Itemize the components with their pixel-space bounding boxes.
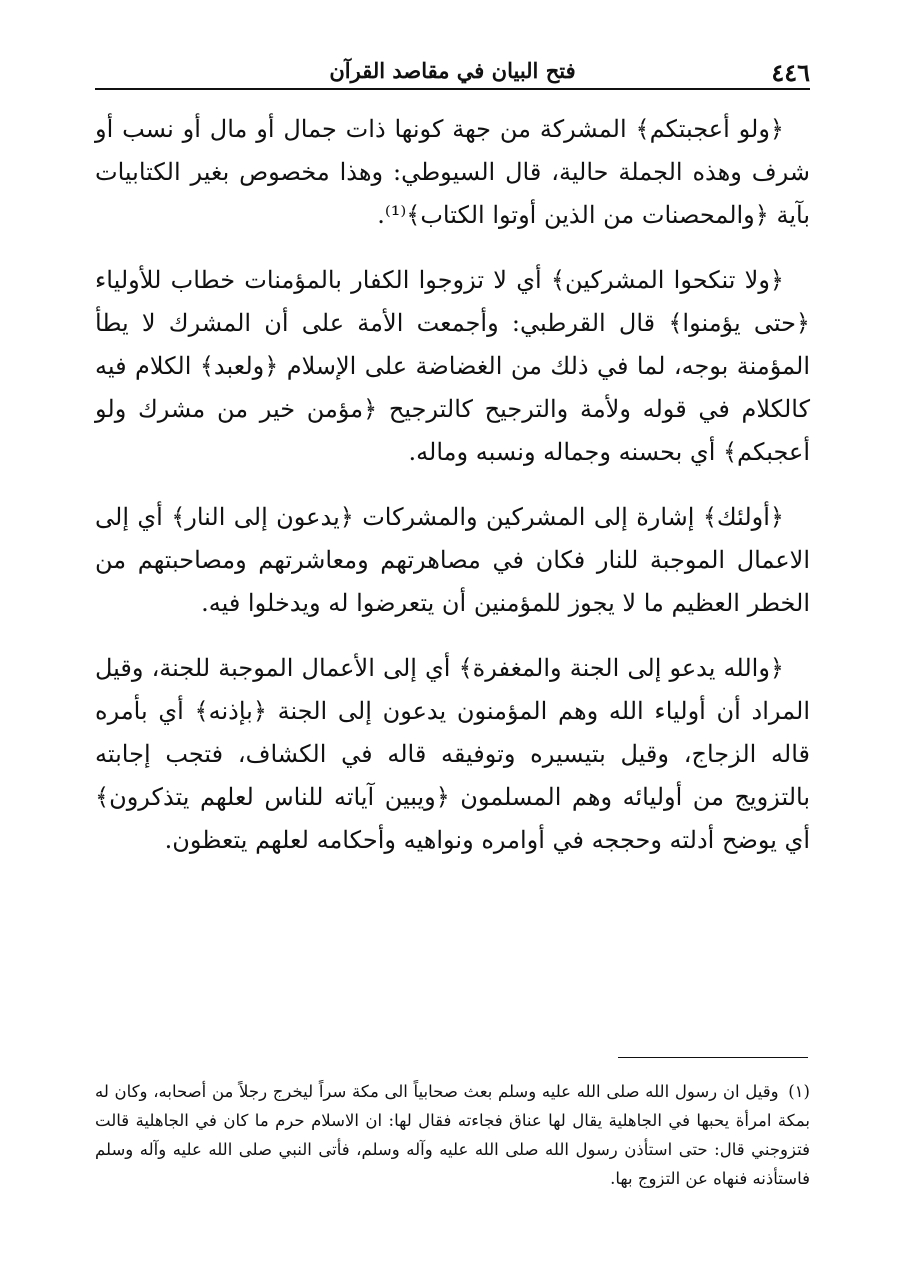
paragraph (95, 108, 810, 237)
footnote-text: وقيل ان رسول الله صلى الله عليه وسلم بعث صحابياً الى مكة سراً ليخرج رجلاً من أصحابه، وكان له بمكة امرأة يحبها في الجاهلية يقال لها عناق فجاءته فقال لها: ان الاسلام حرم ما كان في الجاهلية قالت فتزوجني قال: حتى استأذن رسول الله صلى الله عليه وآله وسلم، فأتى النبي صلى الله عليه وآله وسلم فاستأذنه فنهاه عن التزوج بها. (95, 1082, 810, 1188)
header-rule (95, 88, 810, 90)
running-title: فتح البيان في مقاصد القرآن (329, 58, 576, 83)
paragraph-text: ﴿والله يدعو إلى الجنة والمغفرة﴾ أي إلى الأعمال الموجبة للجنة، وقيل المراد أن أولياء الله وهم المؤمنون يدعون إلى الجنة ﴿بإذنه﴾ أي بأمره قاله الزجاج، وقيل بتيسيره وتوفيقه قاله في الكشاف، فتجب إجابته بالتزويج من أوليائه وهم المسلمون ﴿ويبين آياته للناس لعلهم يتذكرون﴾ أي يوضح أدلته وحججه في أوامره ونواهيه وأحكامه لعلهم يتعظون. (95, 654, 810, 854)
paragraph (95, 496, 810, 625)
footnotes (95, 1077, 810, 1193)
main-text (95, 108, 810, 884)
footnote-marker: (١) (788, 1082, 810, 1101)
footnote-separator (618, 1057, 808, 1058)
paragraph-text: ﴿ولا تنكحوا المشركين﴾ أي لا تزوجوا الكفار بالمؤمنات خطاب للأولياء ﴿حتى يؤمنوا﴾ قال القرطبي: وأجمعت الأمة على أن المشرك لا يطأ المؤمنة بوجه، لما في ذلك من الغضاضة على الإسلام ﴿ولعبد﴾ الكلام فيه كالكلام في قوله ولأمة والترجيح كالترجيح ﴿مؤمن خير من مشرك ولو أعجبكم﴾ أي بحسنه وجماله ونسبه وماله. (95, 266, 810, 466)
page-number: ٤٤٦ (771, 58, 810, 87)
footnote (95, 1077, 810, 1193)
paragraph-text: ﴿ولو أعجبتكم﴾ المشركة من جهة كونها ذات جمال أو مال أو نسب أو شرف وهذه الجملة حالية، قال السيوطي: وهذا مخصوص بغير الكتابيات بآية ﴿والمحصنات من الذين أوتوا الكتاب﴾⁽¹⁾. (95, 115, 810, 229)
running-header (95, 48, 810, 88)
paragraph-text: ﴿أولئك﴾ إشارة إلى المشركين والمشركات ﴿يدعون إلى النار﴾ أي إلى الاعمال الموجبة للنار فكان في مصاهرتهم ومعاشرتهم ومصاحبتهم من الخطر العظيم ما لا يجوز للمؤمنين أن يتعرضوا له ويدخلوا فيه. (95, 503, 810, 617)
paragraph (95, 259, 810, 474)
paragraph (95, 647, 810, 862)
